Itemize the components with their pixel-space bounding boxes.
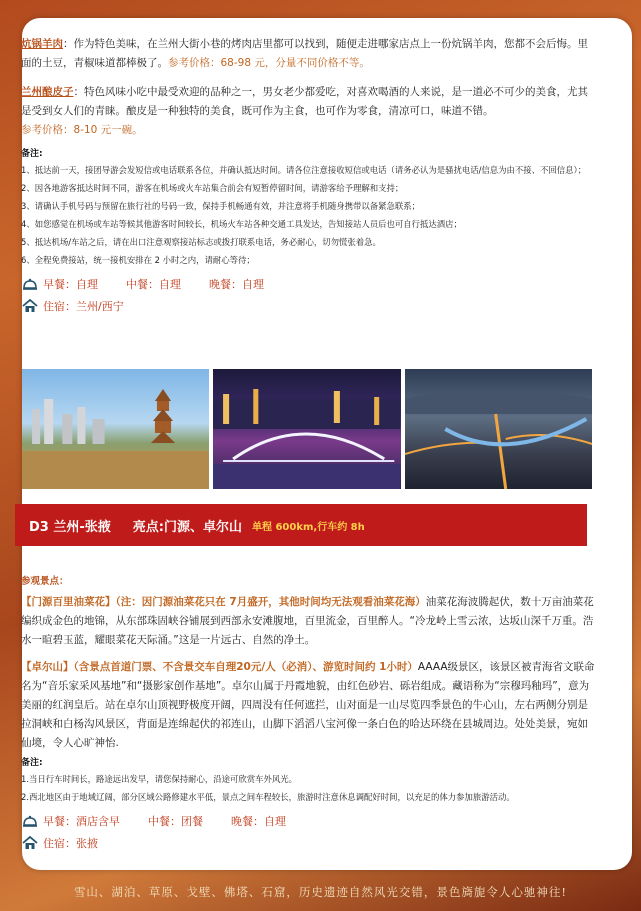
spot-tag: 【卓尔山】（含景点首道门票、不含景交车自理20元/人（必消）、游览时间约 1小时）	[21, 661, 418, 673]
spot-menyuan	[21, 593, 596, 650]
note-item: 1.当日行车时间长，路途远出发早，请您保持耐心，沿途可欣赏车外风光。	[21, 774, 297, 784]
day2-food-section	[21, 35, 596, 315]
note-item: 5、抵达机场/车站之后，请在出口注意观察接站标志或拨打联系电话，务必耐心，切勿慌张着急。	[21, 237, 381, 247]
meal-row	[21, 812, 596, 830]
cloche-icon	[21, 276, 39, 292]
note-item: 2、因各地游客抵达时间不同，游客在机场或火车站集合前会有短暂停留时间，请游客给予理解和支持；	[21, 183, 404, 193]
photo-lanzhou-riverside	[22, 369, 209, 489]
spot-tag: 【门源百里油菜花】（注：因门源油菜花只在 7月盛开，其他时间均无法观看油菜花海）	[21, 596, 426, 608]
house-icon	[21, 298, 39, 314]
house-icon	[21, 835, 39, 851]
day-highlight: 亮点:门源、卓尔山	[132, 519, 242, 535]
dinner-label: 晚餐：自理	[231, 815, 286, 828]
stay-row	[21, 834, 596, 852]
spot-zhuoershan	[21, 658, 596, 753]
notes-heading: 备注:	[21, 758, 43, 768]
note-item: 1、抵达前一天，接团导游会发短信或电话联系各位，并确认抵达时间。请各位注意接收短信或电话（请务必认为是骚扰电话/信息为由不接、不回信息）；	[21, 165, 587, 175]
breakfast-label: 早餐：自理	[43, 278, 98, 291]
footer-slogan: 雪山、湖泊、草原、戈壁、佛塔、石窟，历史遗迹自然风光交错，景色旖旎令人心驰神往!	[73, 884, 568, 899]
note-item: 3、请确认手机号码与预留在旅行社的号码一致，保持手机畅通有效，并注意将手机随身携带以备紧急联系；	[21, 201, 420, 211]
food-title: 炕锅羊肉	[21, 38, 63, 50]
food-title: 兰州酿皮子	[21, 86, 74, 98]
day-distance: 单程 600km,行车约 8h	[251, 521, 365, 533]
food-price: 参考价格：8-10 元一碗。	[21, 124, 143, 136]
stay-label: 住宿：兰州/西宁	[43, 300, 124, 313]
photo-aerial-city	[405, 369, 592, 489]
day3-banner	[15, 504, 587, 546]
food-price: 参考价格：68-98 元，分量不同价格不等。	[168, 57, 370, 69]
note-item: 4、如您感觉在机场或车站等候其他游客时间较长，机场火车站各种交通工具发达，告知接站人员后也可自行抵达酒店；	[21, 219, 462, 229]
food-desc: ：作为特色美味，在兰州大街小巷的烤肉店里都可以找到，随便走进哪家店点上一份炕锅羊肉，您都不会后悔。里面的土豆，青椒味道都棒极了。	[21, 38, 588, 69]
stay-label: 住宿：张掖	[43, 837, 98, 850]
spot-desc: AAAA级景区，该景区被青海省文联命名为“音乐家采风基地”和“摄影家创作基地”。卓尔山属于丹霞地貌，由红色砂岩、砾岩组成。藏语称为“宗穆玛釉玛”，意为美丽的红润皇后。站在卓尔山顶视野极度开阔，四周没有任何遮拦，山对面是一山尽览四季景色的牛心山，左右两侧分别是拉洞峡和白杨沟风景区，背面是连绵起伏的祁连山，山脚下滔滔八宝河像一条白色的哈达环绕在县城周边。处处美景，宛如仙境，令人心旷神怡.	[21, 661, 595, 749]
note-item: 6、全程免费接站，统一接机安排在 2 小时之内，请耐心等待；	[21, 255, 255, 265]
food-item-kangguo	[21, 35, 596, 73]
photo-strip	[22, 369, 592, 489]
day3-section	[21, 573, 596, 852]
food-desc: ：特色风味小吃中最受欢迎的品种之一，男女老少都爱吃，对喜欢喝酒的人来说，是一道必不可少的美食，尤其是受到女人们的青睐。酿皮是一种独特的美食，既可作为主食，也可作为零食，清凉可口，味道不错。	[21, 86, 588, 117]
breakfast-label: 早餐：酒店含早	[43, 815, 120, 828]
dinner-label: 晚餐：自理	[209, 278, 264, 291]
food-item-niangpi	[21, 83, 596, 140]
cloche-icon	[21, 813, 39, 829]
note-item: 2.西北地区由于地域辽阔，部分区域公路修建水平低，景点之间车程较长，旅游时注意休息调配好时间，以充足的体力参加旅游活动。	[21, 792, 515, 802]
photo-night-bridge	[213, 369, 400, 489]
spot-desc: 油菜花海波腾起伏，数十万亩油菜花编织成金色的地锦，从东部珠固峡谷铺展到西部永安滩腹地，百里流金，百里醉人。“冷龙岭上雪云浓，达坂山深千万重。浩水一暄碧玉蓝，耀眼菜花天际涌。”这是一片远古、自然的净土。	[21, 596, 594, 646]
lunch-label: 中餐：自理	[126, 278, 181, 291]
day-title: D3 兰州-张掖	[29, 519, 111, 535]
meal-row	[21, 275, 596, 293]
stay-row	[21, 297, 596, 315]
section-title: 参观景点：	[21, 576, 69, 587]
lunch-label: 中餐：团餐	[148, 815, 203, 828]
notes-heading: 备注:	[21, 149, 43, 159]
